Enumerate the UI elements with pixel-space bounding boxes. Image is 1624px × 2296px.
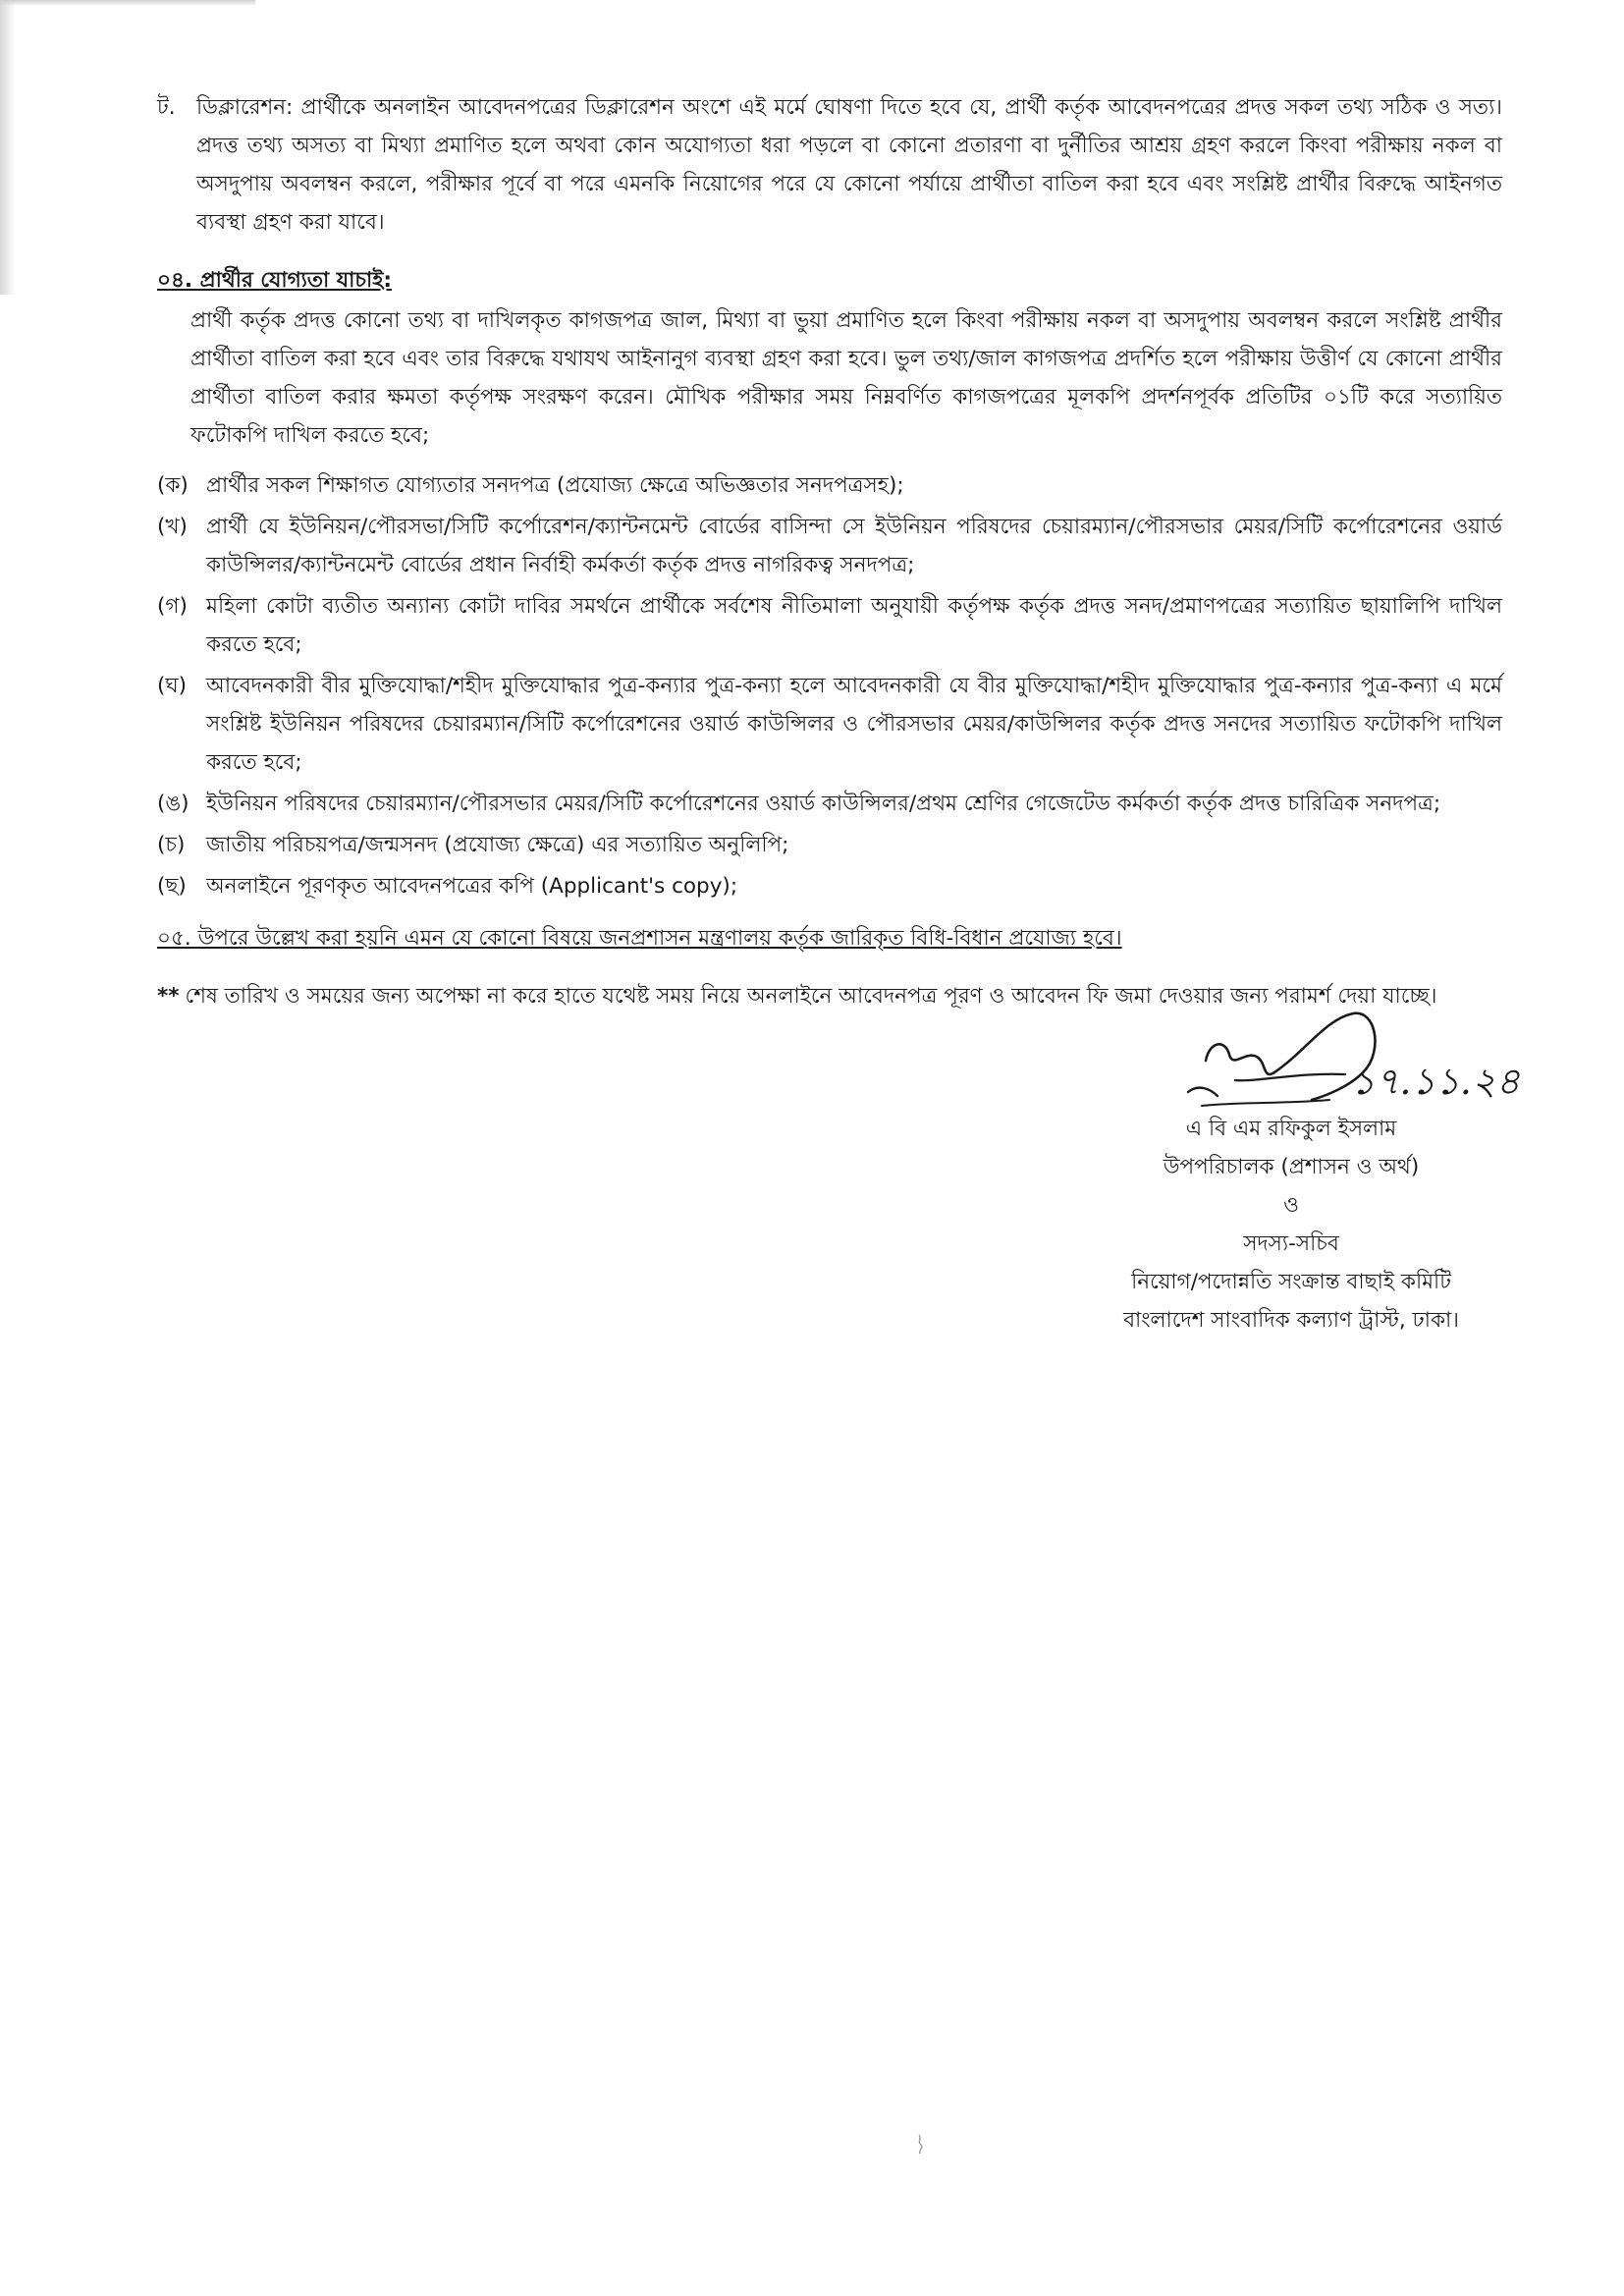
list-item: [157, 826, 1502, 864]
list-item-mark: (ক): [157, 473, 189, 498]
signatory-designation: উপপরিচালক (প্রশাসন ও অর্থ): [1163, 1155, 1420, 1179]
clause-declaration: [157, 88, 1502, 242]
section-eligibility: [157, 261, 1502, 905]
section-eligibility-heading: ০৪. প্রার্থীর যোগ্যতা যাচাই:: [157, 268, 393, 293]
scan-speck: [915, 2133, 925, 2155]
list-item-text: আবেদনকারী বীর মুক্তিযোদ্ধা/শহীদ মুক্তিযোদ্ধার পুত্র-কন্যার পুত্র-কন্যা হলে আবেদনকারী যে বীর মুক্তিযোদ্ধা/শহীদ মুক্তিযোদ্ধার পুত্র-কন্যার পুত্র-কন্যা এ মর্মে সংশ্লিষ্ট ইউনিয়ন পরিষদের চেয়ারম্যান/সিটি কর্পোরেশনের ওয়ার্ড কাউন্সিলর ও পৌরসভার মেয়র/কাউন্সিলর কর্তৃক প্রদত্ত সনদের সত্যায়িত ফটোকপি দাখিল করতে হবে;: [206, 674, 1502, 775]
signatory-committee: নিয়োগ/পদোন্নতি সংক্রান্ত বাছাই কমিটি: [1131, 1270, 1451, 1294]
signatory-block: [1060, 1110, 1522, 1339]
clause-mark: ট.: [157, 95, 176, 120]
list-item-mark: (খ): [157, 515, 188, 539]
handwritten-signature: [1119, 1011, 1551, 1120]
list-item-mark: (চ): [157, 833, 186, 857]
list-item-mark: (ছ): [157, 874, 187, 899]
list-item-text: জাতীয় পরিচয়পত্র/জন্মসনদ (প্রযোজ্য ক্ষেত্রে) এর সত্যায়িত অনুলিপি;: [206, 833, 789, 857]
scan-shadow-top: [0, 0, 255, 6]
list-item-text: ইউনিয়ন পরিষদের চেয়ারম্যান/পৌরসভার মেয়র/সিটি কর্পোরেশনের ওয়ার্ড কাউন্সিলর/প্রথম শ্রেণির গেজেটেড কর্মকর্তা কর্তৃক প্রদত্ত চারিত্রিক সনদপত্র;: [206, 792, 1441, 816]
section-applicable-rules: ০৫. উপরে উল্লেখ করা হয়নি এমন যে কোনো বিষয়ে জনপ্রশাসন মন্ত্রণালয় কর্তৃক জারিকৃত বিধি-বিধান প্রযোজ্য হবে।: [157, 926, 1122, 951]
document-list: [157, 466, 1502, 905]
signatory-conjunction: ও: [1283, 1193, 1299, 1218]
list-item: [157, 867, 1502, 905]
scan-shadow-left: [0, 0, 16, 295]
list-item-text: প্রার্থীর সকল শিক্ষাগত যোগ্যতার সনদপত্র (প্রযোজ্য ক্ষেত্রে অভিজ্ঞতার সনদপত্রসহ);: [206, 473, 904, 498]
clause-declaration-text: ডিক্লারেশন: প্রার্থীকে অনলাইন আবেদনপত্রের ডিক্লারেশন অংশে এই মর্মে ঘোষণা দিতে হবে যে, প্রার্থী কর্তৃক আবেদনপত্রের প্রদত্ত সকল তথ্য সঠিক ও সত্য। প্রদত্ত তথ্য অসত্য বা মিথ্যা প্রমাণিত হলে অথবা কোন অযোগ্যতা ধরা পড়লে বা কোনো প্রতারণা বা দুর্নীতির আশ্রয় গ্রহণ করলে কিংবা পরীক্ষায় নকল বা অসদুপায় অবলম্বন করলে, পরীক্ষার পূর্বে বা পরে এমনকি নিয়োগের পরে যে কোনো পর্যায়ে প্রার্থীতা বাতিল করা হবে এবং সংশ্লিষ্ট প্রার্থীর বিরুদ্ধে আইনগত ব্যবস্থা গ্রহণ করা যাবে।: [196, 95, 1502, 235]
list-item-mark: (ঘ): [157, 674, 188, 698]
list-item-mark: (ঙ): [157, 792, 189, 816]
list-item: [157, 587, 1502, 664]
deadline-advice-note: [157, 977, 1502, 1015]
notice-body: [157, 88, 1502, 1015]
signatory-name: এ বি এম রফিকুল ইসলাম: [1185, 1117, 1397, 1141]
list-item: [157, 667, 1502, 782]
signature-date: ১৭.১১.২৪: [1351, 1060, 1521, 1103]
list-item-text: অনলাইনে পূরণকৃত আবেদনপত্রের কপি (Applicant's copy);: [206, 874, 738, 899]
note-stars: **: [157, 984, 180, 1009]
list-item: [157, 785, 1502, 823]
list-item: [157, 508, 1502, 584]
list-item: [157, 466, 1502, 505]
signatory-role: সদস্য-সচিব: [1243, 1231, 1339, 1256]
signatory-organization: বাংলাদেশ সাংবাদিক কল্যাণ ট্রাস্ট, ঢাকা।: [1123, 1308, 1459, 1333]
list-item-text: মহিলা কোটা ব্যতীত অন্যান্য কোটা দাবির সমর্থনে প্রার্থীকে সর্বশেষ নীতিমালা অনুযায়ী কর্তৃপক্ষ কর্তৃক প্রদত্ত সনদ/প্রমাণপত্রের সত্যায়িত ছায়ালিপি দাখিল করতে হবে;: [206, 594, 1502, 657]
list-item-mark: (গ): [157, 594, 188, 619]
list-item-text: প্রার্থী যে ইউনিয়ন/পৌরসভা/সিটি কর্পোরেশন/ক্যান্টনমেন্ট বোর্ডের বাসিন্দা সে ইউনিয়ন পরিষদের চেয়ারম্যান/পৌরসভার মেয়র/সিটি কর্পোরেশনের ওয়ার্ড কাউন্সিলর/ক্যান্টনমেন্ট বোর্ডের প্রধান নির্বাহী কর্মকর্তা কর্তৃক প্রদত্ত নাগরিকত্ব সনদপত্র;: [206, 515, 1502, 577]
section-eligibility-body: প্রার্থী কর্তৃক প্রদত্ত কোনো তথ্য বা দাখিলকৃত কাগজপত্র জাল, মিথ্যা বা ভুয়া প্রমাণিত হলে কিংবা পরীক্ষায় নকল বা অসদুপায় অবলম্বন করলে সংশ্লিষ্ট প্রার্থীর প্রার্থীতা বাতিল করা হবে এবং তার বিরুদ্ধে যথাযথ আইনানুগ ব্যবস্থা গ্রহণ করা হবে। ভুল তথ্য/জাল কাগজপত্র প্রদর্শিত হলে পরীক্ষায় উত্তীর্ণ যে কোনো প্রার্থীর প্রার্থীতা বাতিল করার ক্ষমতা কর্তৃপক্ষ সংরক্ষণ করেন। মৌখিক পরীক্ষার সময় নিম্নবর্ণিত কাগজপত্রের মূলকপি প্রদর্শনপূর্বক প্রতিটির ০১টি করে সত্যায়িত ফটোকপি দাখিল করতে হবে;: [190, 308, 1502, 448]
note-text: শেষ তারিখ ও সময়ের জন্য অপেক্ষা না করে হাতে যথেষ্ট সময় নিয়ে অনলাইনে আবেদনপত্র পূরণ ও আবেদন ফি জমা দেওয়ার জন্য পরামর্শ দেয়া যাচ্ছে।: [185, 984, 1437, 1009]
